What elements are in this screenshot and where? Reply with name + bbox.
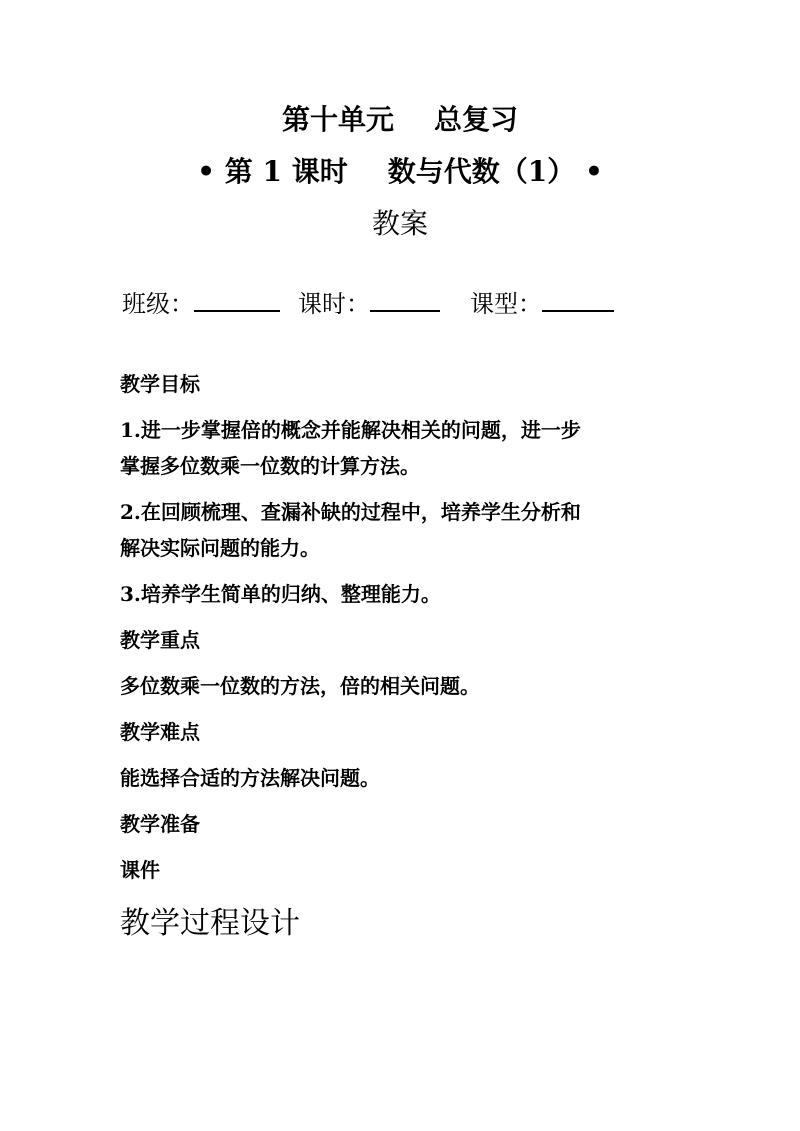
goal-1-line-2: 掌握多位数乘一位数的计算方法。 (120, 454, 420, 478)
difficulty-heading: 教学难点 (120, 720, 200, 744)
lesson-plan-content (120, 366, 700, 946)
preparation-text: 课件 (120, 858, 160, 882)
goal-3: 3.培养学生简单的归纳、整理能力。 (120, 582, 441, 606)
type-blank (542, 286, 614, 312)
hours-label: 课时： (298, 290, 370, 318)
goal-2-line-1: 2.在回顾梳理、查漏补缺的过程中，培养学生分析和 (120, 500, 581, 524)
unit-label: 第十单元 (281, 103, 394, 136)
key-points-heading: 教学重点 (120, 628, 200, 652)
class-blank (194, 286, 280, 312)
lesson-title (0, 152, 800, 192)
unit-title (0, 100, 800, 140)
key-points-text: 多位数乘一位数的方法，倍的相关问题。 (120, 674, 480, 698)
lesson-prefix: • 第 1 课时 (197, 155, 348, 188)
meta-fields (122, 286, 614, 322)
goal-1-line-1: 1.进一步掌握倍的概念并能解决相关的问题，进一步 (120, 418, 581, 442)
difficulty-text: 能选择合适的方法解决问题。 (120, 766, 380, 790)
type-label: 课型： (470, 290, 542, 318)
process-heading: 教学过程设计 (120, 906, 300, 941)
goal-2-line-2: 解决实际问题的能力。 (120, 536, 320, 560)
goals-heading: 教学目标 (120, 372, 200, 396)
doc-type-title: 教案 (371, 207, 428, 240)
unit-name: 总复习 (434, 103, 519, 136)
hours-blank (370, 286, 440, 312)
lesson-name: 数与代数（1） • (387, 155, 603, 188)
class-label: 班级： (122, 290, 194, 318)
preparation-heading: 教学准备 (120, 812, 200, 836)
